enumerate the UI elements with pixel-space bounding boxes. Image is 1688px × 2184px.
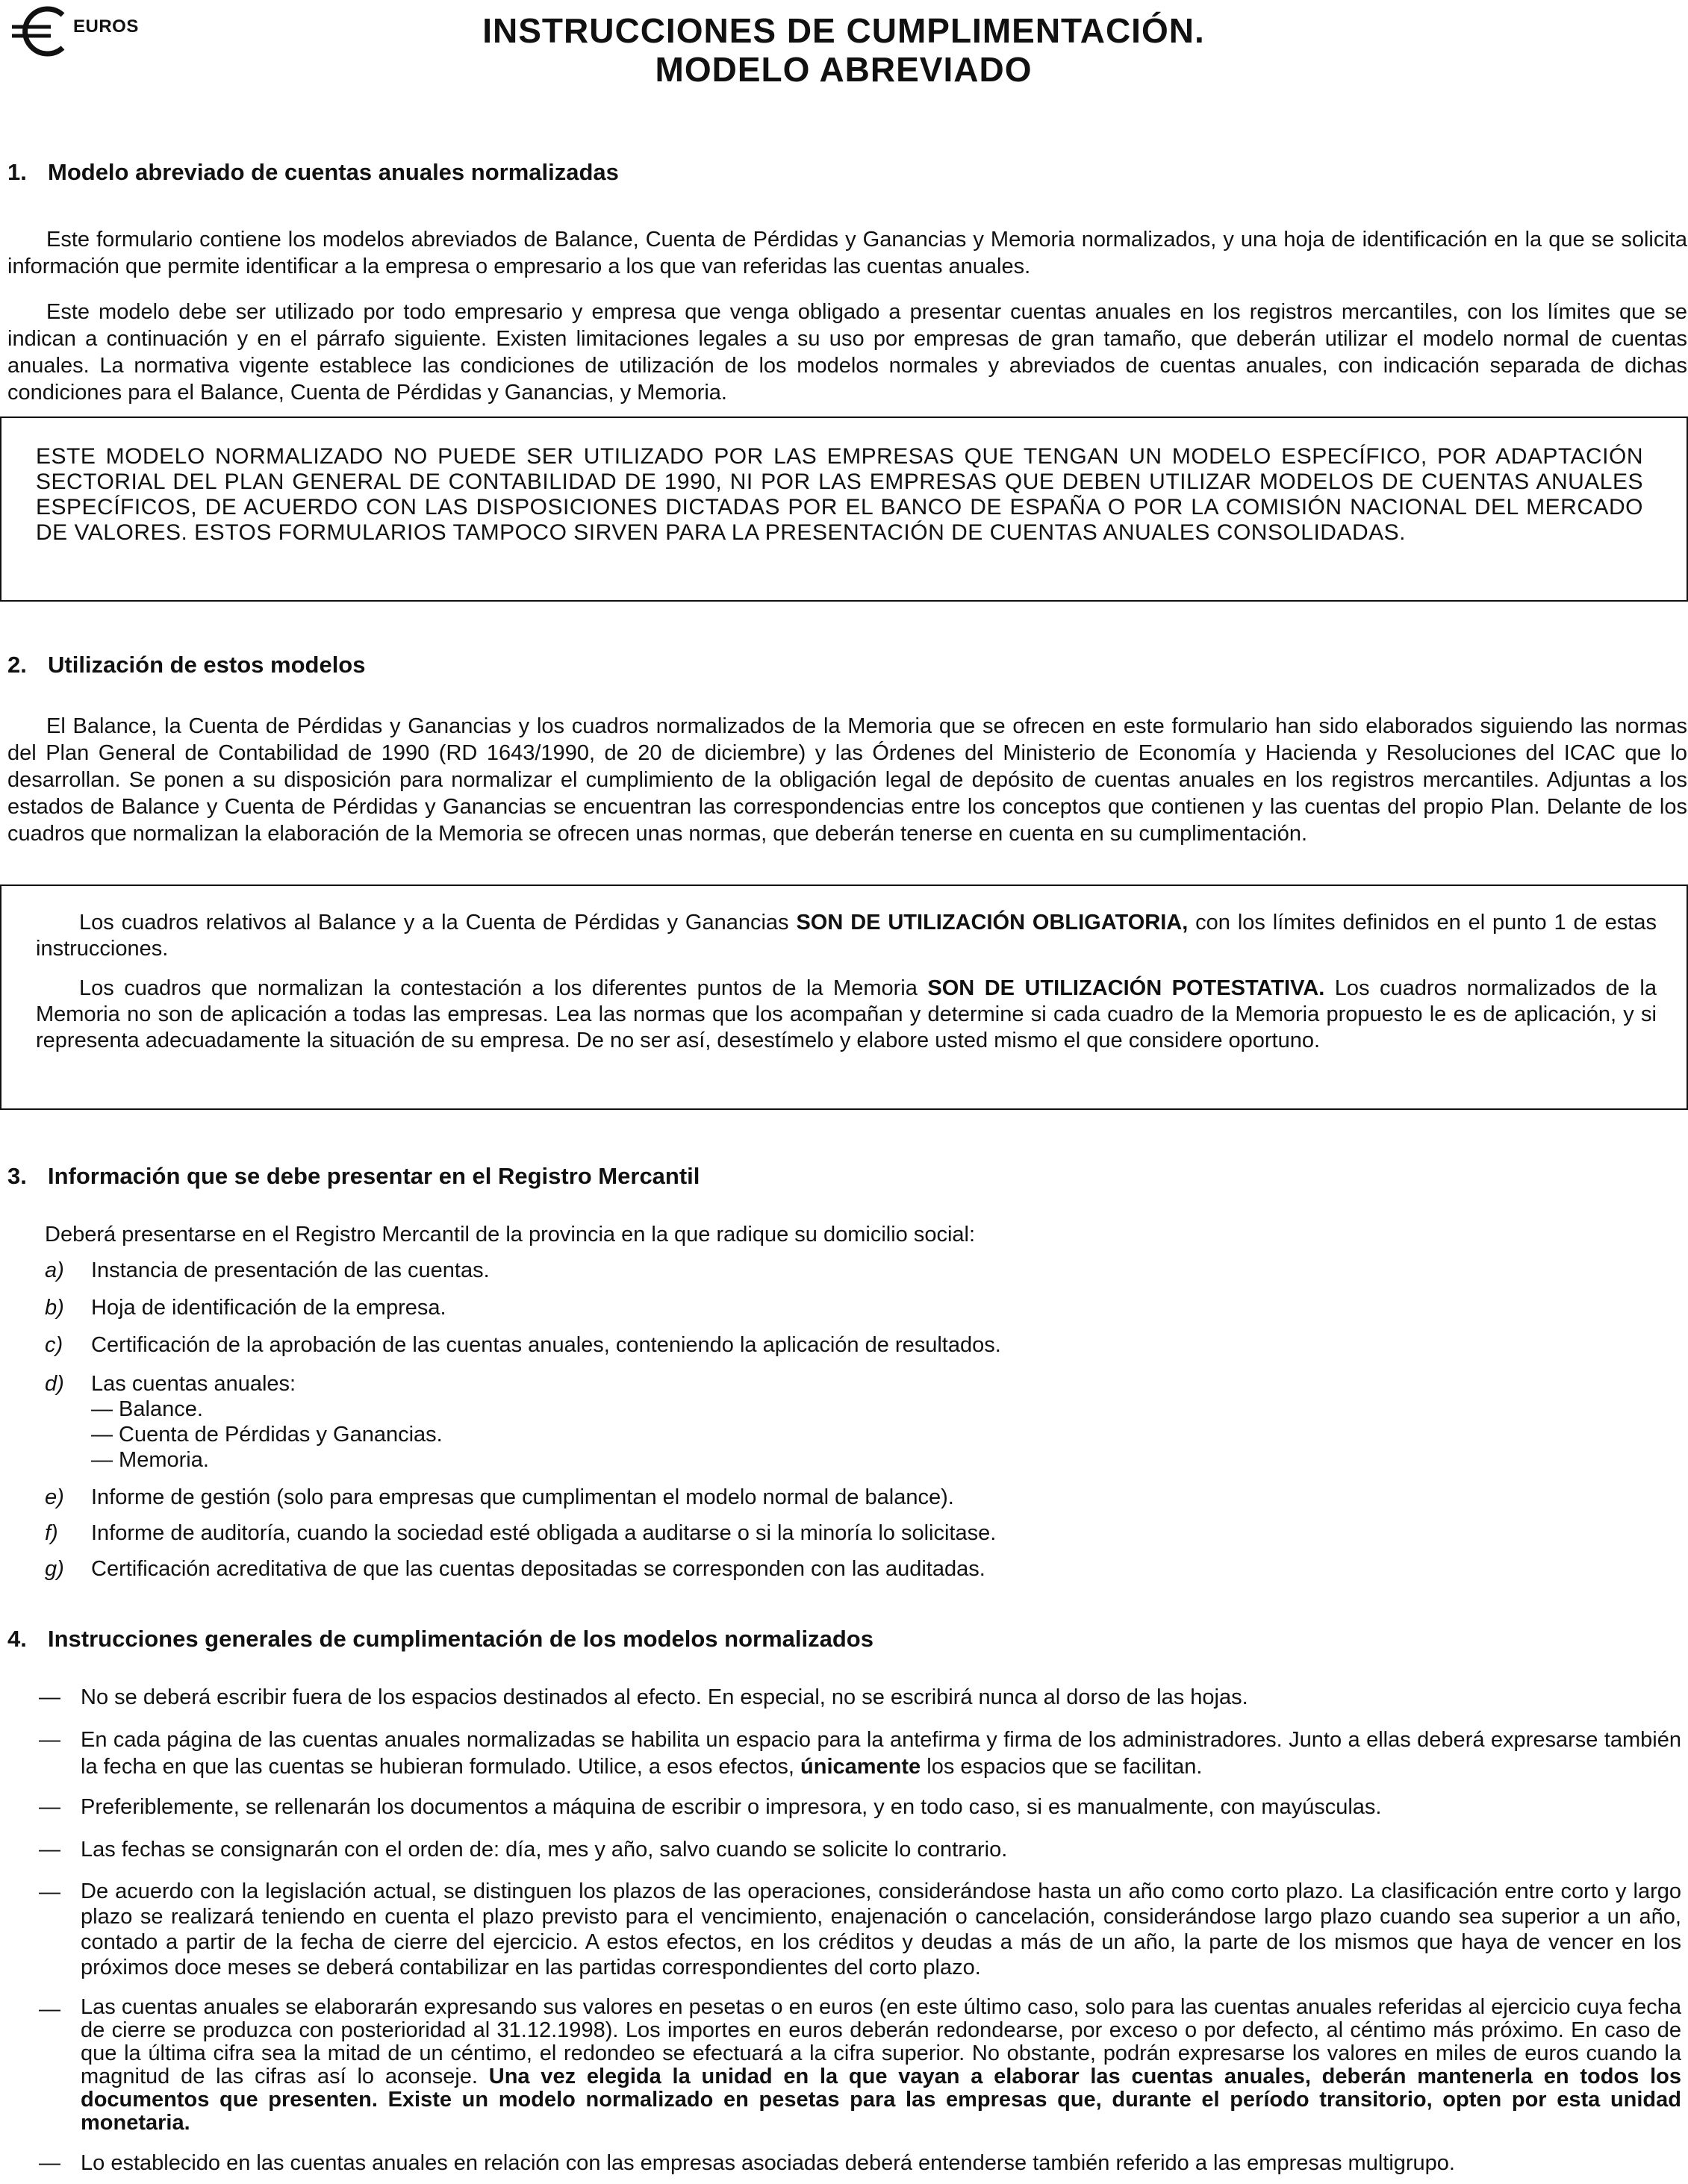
section-2-paragraph: El Balance, la Cuenta de Pérdidas y Ganancias y los cuadros normalizados de la Memoria que se ofrecen en este formulario han sido elaborados siguiendo las normas del Plan General de Contabilidad de 1990 (RD 1643/1990, de 20 de diciembre) y las Órdenes del Ministerio de Economía y Hacienda y Resoluciones del ICAC que lo desarrollan. Se ponen a su disposición para normalizar el cumplimiento de la obligación legal de depósito de cuentas anuales en los registros mercantiles. Adjuntas a los estados de Balance y Cuenta de Pérdidas y Ganancias se encuentran las correspondencias entre los conceptos que contienen y las cuentas del propio Plan. Delante de los cuadros que normalizan la elaboración de la Memoria se ofrecen unas normas, que deberán tenerse en cuenta en su cumplimentación. [7, 714, 1687, 846]
section-4-heading [7, 1625, 873, 1653]
bullet-item: — Preferiblemente, se rellenarán los documentos a máquina de escribir o impresora, y en todo caso, si es manualmente, con mayúsculas. [39, 1795, 1382, 1819]
section-2-heading [7, 651, 365, 679]
sub-item: — Balance. [91, 1397, 203, 1421]
list-item: f) Informe de auditoría, cuando la sociedad esté obligada a auditarse o si la minoría lo solicitase. [45, 1521, 997, 1545]
section-number: 2. [7, 652, 27, 678]
section-3-intro: Deberá presentarse en el Registro Mercantil de la provincia en la que radique su domicilio social: [45, 1223, 976, 1247]
section-title: Utilización de estos modelos [48, 652, 366, 678]
page-title-line2: MODELO ABREVIADO [655, 50, 1033, 89]
section-number: 4. [7, 1626, 27, 1652]
usage-paragraph-2: Los cuadros que normalizan la contestación a los diferentes puntos de la Memoria SON DE UTILIZACIÓN POTESTATIVA. Los cuadros normalizados de la Memoria no son de aplicación a todas las empresas. Lea las normas que los acompañan y determine si cada cuadro de la Memoria propuesto le es de aplicación, y si representa adecuadamente la situación de su empresa. De no ser así, desestímelo y elabore usted mismo el que considere oportuno. [36, 976, 1657, 1052]
list-item: b) Hoja de identificación de la empresa. [45, 1296, 446, 1320]
usage-box [0, 884, 1688, 1110]
usage-paragraph-1: Los cuadros relativos al Balance y a la Cuenta de Pérdidas y Ganancias SON DE UTILIZACIÓN OBLIGATORIA, con los límites definidos en el punto 1 de estas instrucciones. [36, 911, 1657, 961]
bullet-item: — Las cuentas anuales se elaborarán expresando sus valores en pesetas o en euros (en este último caso, solo para las cuentas anuales referidas al ejercicio cuya fecha de cierre se produzca con posterioridad al 31.12.1998). Los importes en euros deberán redondearse, por exceso o por defecto, al céntimo más próximo. En caso de que la última cifra sea la mitad de un céntimo, el redondeo se efectuará a la cifra superior. No obstante, podrán expresarse los valores en miles de euros cuando la magnitud de las cifras así lo aconseje. Una vez elegida la unidad en la que vayan a elaborar las cuentas anuales, deberán mantenerla en todos los documentos que presenten. Existe un modelo normalizado en pesetas para las empresas que, durante el período transitorio, opten por esta unidad monetaria. [39, 1995, 1681, 2135]
list-item: d) Las cuentas anuales: [45, 1372, 296, 1396]
section-1-paragraph-1: Este formulario contiene los modelos abreviados de Balance, Cuenta de Pérdidas y Ganancias y Memoria normalizados, y una hoja de identificación en la que se solicita información que permite identificar a la empresa o empresario a los que van referidas las cuentas anuales. [7, 228, 1687, 278]
section-number: 1. [7, 159, 27, 185]
list-item: a) Instancia de presentación de las cuentas. [45, 1258, 490, 1282]
logo-label: EUROS [73, 16, 139, 37]
section-title: Información que se debe presentar en el Registro Mercantil [48, 1163, 700, 1189]
bullet-item: — Las fechas se consignarán con el orden de: día, mes y año, salvo cuando se solicite lo contrario. [39, 1838, 1008, 1862]
notice-text: ESTE MODELO NORMALIZADO NO PUEDE SER UTILIZADO POR LAS EMPRESAS QUE TENGAN UN MODELO ESPECÍFICO, POR ADAPTACIÓN SECTORIAL DEL PLAN GENERAL DE CONTABILIDAD DE 1990, NI POR LAS EMPRESAS QUE DEBEN UTILIZAR MODELOS DE CUENTAS ANUALES ESPECÍFICOS, DE ACUERDO CON LAS DISPOSICIONES DICTADAS POR EL BANCO DE ESPAÑA O POR LA COMISIÓN NACIONAL DEL MERCADO DE VALORES. ESTOS FORMULARIOS TAMPOCO SIRVEN PARA LA PRESENTACIÓN DE CUENTAS ANUALES CONSOLIDADAS. [36, 444, 1643, 545]
section-title: Modelo abreviado de cuentas anuales normalizadas [48, 159, 619, 185]
bullet-item: — No se deberá escribir fuera de los espacios destinados al efecto. En especial, no se escribirá nunca al dorso de las hojas. [39, 1685, 1248, 1709]
notice-box [0, 416, 1688, 602]
section-title: Instrucciones generales de cumplimentación de los modelos normalizados [48, 1626, 873, 1652]
section-3-heading [7, 1162, 700, 1191]
bullet-item: — En cada página de las cuentas anuales normalizadas se habilita un espacio para la antefirma y firma de los administradores. Junto a ellas deberá expresarse también la fecha en que las cuentas se hubieran formulado. Utilice, a esos efectos, únicamente los espacios que se facilitan. [39, 1728, 1681, 1779]
list-item: e) Informe de gestión (solo para empresas que cumplimentan el modelo normal de balance). [45, 1485, 954, 1509]
section-1-heading [7, 158, 619, 187]
bullet-item: — De acuerdo con la legislación actual, se distinguen los plazos de las operaciones, considerándose hasta un año como corto plazo. La clasificación entre corto y largo plazo se realizará teniendo en cuenta el plazo previsto para el vencimiento, enajenación o cancelación, considerándose largo plazo cuando sea superior a un año, contado a partir de la fecha de cierre del ejercicio. A estos efectos, en los créditos y deudas a más de un año, la parte de los mismos que haya de vencer en los próximos doce meses se deberá contabilizar en las partidas correspondientes del corto plazo. [39, 1879, 1681, 1979]
optional-label: SON DE UTILIZACIÓN POTESTATIVA. [927, 976, 1325, 1000]
obligatory-label: SON DE UTILIZACIÓN OBLIGATORIA, [796, 911, 1189, 935]
list-item: c) Certificación de la aprobación de las cuentas anuales, conteniendo la aplicación de resultados. [45, 1333, 1001, 1357]
page-title-line1: INSTRUCCIONES DE CUMPLIMENTACIÓN. [482, 11, 1205, 50]
sub-item: — Memoria. [91, 1448, 209, 1472]
section-1-paragraph-2: Este modelo debe ser utilizado por todo empresario y empresa que venga obligado a presentar cuentas anuales en los registros mercantiles, con los límites que se indican a continuación y en el párrafo siguiente. Existen limitaciones legales a su uso por empresas de gran tamaño, que deberán utilizar el modelo normal de cuentas anuales. La normativa vigente establece las condiciones de utilización de los modelos normales y abreviados de cuentas anuales, con indicación separada de dichas condiciones para el Balance, Cuenta de Pérdidas y Ganancias, y Memoria. [7, 300, 1687, 405]
bullet-item: — Lo establecido en las cuentas anuales en relación con las empresas asociadas deberá entenderse también referido a las empresas multigrupo. [39, 2151, 1455, 2175]
list-item: g) Certificación acreditativa de que las cuentas depositadas se corresponden con las auditadas. [45, 1557, 985, 1581]
section-number: 3. [7, 1163, 27, 1189]
sub-item: — Cuenta de Pérdidas y Ganancias. [91, 1423, 443, 1447]
